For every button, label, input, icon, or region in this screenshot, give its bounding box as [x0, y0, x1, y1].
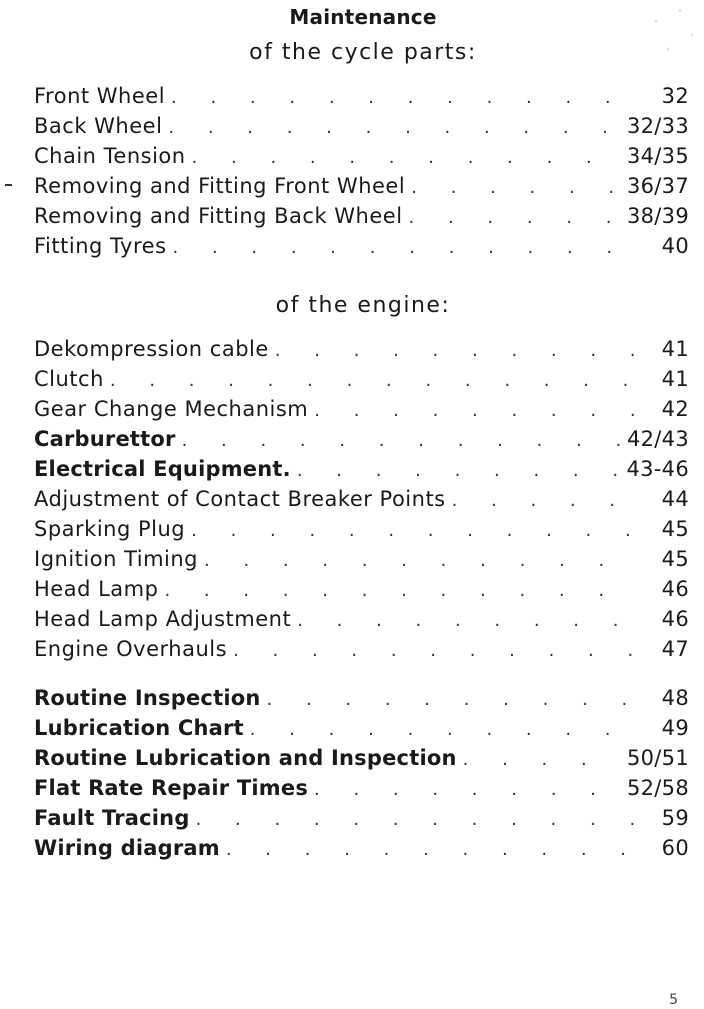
toc-entry: [34, 743, 689, 773]
page-title: Maintenance: [289, 5, 437, 29]
toc-entry-title: Electrical Equipment.: [34, 454, 297, 484]
toc-entry-page: 46: [661, 607, 689, 631]
toc-entry: [34, 773, 689, 803]
toc-entry-page: 34/35: [626, 144, 689, 168]
toc-entry-page: 41: [661, 337, 689, 361]
toc-entry-title: Head Lamp: [34, 574, 164, 604]
toc-entry-page: 43-46: [626, 457, 689, 481]
toc-entry-page: 38/39: [626, 204, 689, 228]
toc-entry: [34, 683, 689, 713]
toc-entry-title: Front Wheel: [34, 81, 171, 111]
toc-entry-title: Removing and Fitting Back Wheel: [34, 201, 409, 231]
dot-leader: [314, 775, 621, 805]
toc-entry: [34, 514, 689, 544]
toc-entry-title: Ignition Timing: [34, 544, 204, 574]
dot-leader: [192, 143, 621, 173]
toc-entry: [34, 364, 689, 394]
toc-entry-title: Carburettor: [34, 424, 182, 454]
dot-leader: [226, 835, 639, 865]
toc-entry-title: Clutch: [34, 364, 110, 394]
page-number: 5: [669, 992, 678, 1008]
toc-entry-page: 47: [661, 637, 689, 661]
dot-leader: [275, 336, 639, 366]
toc-entry-page: 32: [661, 84, 689, 108]
toc-entry-title: Head Lamp Adjustment: [34, 604, 297, 634]
toc-entry: [34, 231, 689, 261]
dot-leader: [191, 516, 639, 546]
toc-entry: [34, 111, 689, 141]
dot-leader: [233, 636, 639, 666]
dot-leader: [297, 456, 621, 486]
toc-entry: [34, 201, 689, 231]
toc-entry-title: Fault Tracing: [34, 803, 196, 833]
toc-entry-page: 44: [661, 487, 689, 511]
dot-leader: [168, 113, 621, 143]
toc-entry-title: Flat Rate Repair Times: [34, 773, 314, 803]
toc-entry-page: 45: [661, 547, 689, 571]
toc-group-cycle-parts: [34, 81, 689, 261]
toc-entry-page: 45: [661, 517, 689, 541]
toc-entry-title: Lubrication Chart: [34, 713, 250, 743]
dot-leader: [267, 685, 640, 715]
toc-entry: [34, 833, 689, 863]
margin-mark: [5, 184, 12, 186]
dot-leader: [173, 233, 639, 263]
toc-entry-page: 42/43: [626, 427, 689, 451]
toc-entry: [34, 141, 689, 171]
toc-entry-title: Fitting Tyres: [34, 231, 173, 261]
dot-leader: [196, 805, 639, 835]
toc-entry-title: Back Wheel: [34, 111, 168, 141]
toc-entry-page: 46: [661, 577, 689, 601]
dot-leader: [452, 486, 639, 516]
dot-leader: [182, 426, 621, 456]
toc-entry-page: 48: [661, 686, 689, 710]
toc-entry-title: Routine Lubrication and Inspection: [34, 743, 463, 773]
dot-leader: [463, 745, 621, 775]
toc-group-general: [34, 683, 689, 863]
toc-entry-title: Removing and Fitting Front Wheel: [34, 171, 411, 201]
toc-group-engine: [34, 334, 689, 664]
toc-entry-page: 32/33: [626, 114, 689, 138]
toc-entry-page: 59: [661, 806, 689, 830]
toc-entry-title: Wiring diagram: [34, 833, 226, 863]
toc-entry-page: 42: [661, 397, 689, 421]
section-heading-cycle-parts: of the cycle parts:: [249, 40, 477, 65]
toc-entry: [34, 634, 689, 664]
toc-entry-page: 50/51: [626, 746, 689, 770]
dot-leader: [164, 576, 639, 606]
toc-entry-title: Chain Tension: [34, 141, 192, 171]
toc-entry-title: Sparking Plug: [34, 514, 191, 544]
toc-entry-page: 52/58: [626, 776, 689, 800]
toc-entry: [34, 454, 689, 484]
toc-entry: [34, 544, 689, 574]
toc-entry-title: Dekompression cable: [34, 334, 275, 364]
dot-leader: [110, 366, 639, 396]
toc-entry: [34, 484, 689, 514]
dot-leader: [204, 546, 639, 576]
toc-entry-title: Gear Change Mechanism: [34, 394, 314, 424]
toc-entry-page: 60: [661, 836, 689, 860]
toc-entry: [34, 574, 689, 604]
toc-entry-page: 36/37: [626, 174, 689, 198]
dot-leader: [297, 606, 639, 636]
dot-leader: [314, 396, 639, 426]
toc-entry: [34, 803, 689, 833]
toc-entry: [34, 334, 689, 364]
dot-leader: [250, 715, 639, 745]
toc-entry-page: 41: [661, 367, 689, 391]
toc-entry-title: Routine Inspection: [34, 683, 267, 713]
section-heading-engine: of the engine:: [275, 293, 451, 318]
toc-entry: [34, 81, 689, 111]
toc-entry-title: Adjustment of Contact Breaker Points: [34, 484, 452, 514]
toc-entry: [34, 424, 689, 454]
dot-leader: [411, 173, 621, 203]
toc-entry: [34, 171, 689, 201]
dot-leader: [409, 203, 621, 233]
toc-entry: [34, 604, 689, 634]
toc-entry-page: 40: [661, 234, 689, 258]
toc-entry: [34, 713, 689, 743]
toc-entry-title: Engine Overhauls: [34, 634, 233, 664]
dot-leader: [171, 83, 639, 113]
toc-entry-page: 49: [661, 716, 689, 740]
toc-entry: [34, 394, 689, 424]
